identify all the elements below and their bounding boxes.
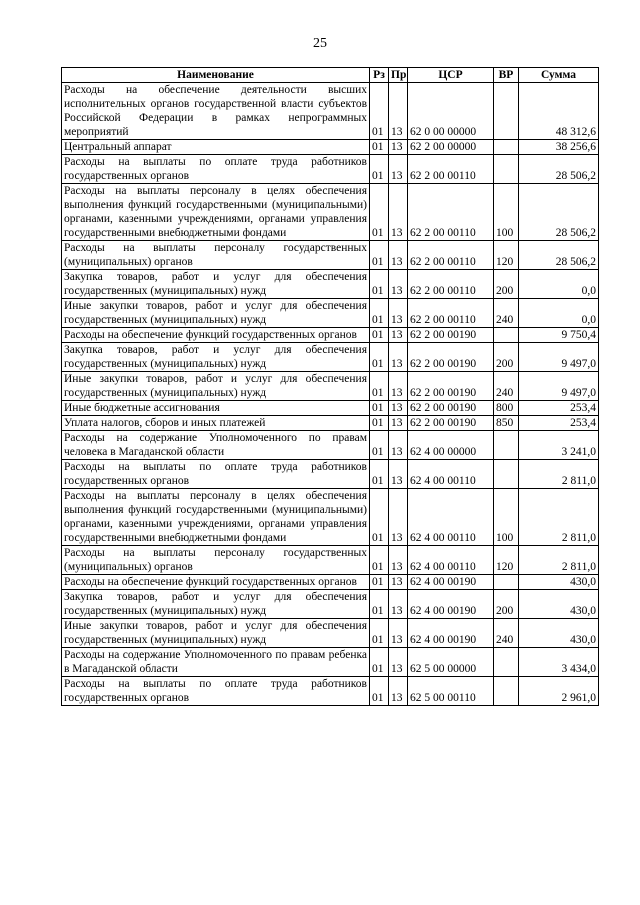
- cell-rz: 01: [370, 401, 389, 416]
- cell-rz: 01: [370, 431, 389, 460]
- cell-pr: 13: [389, 155, 408, 184]
- table-row: [62, 155, 599, 184]
- cell-rz: 01: [370, 546, 389, 575]
- cell-sum: 3 241,0: [519, 431, 599, 460]
- cell-vr: [494, 648, 519, 677]
- table-row: [62, 575, 599, 590]
- cell-pr: 13: [389, 328, 408, 343]
- table-row: [62, 343, 599, 372]
- cell-vr: [494, 460, 519, 489]
- cell-name: Расходы на выплаты персоналу государственных (муниципальных) органов: [62, 546, 370, 575]
- cell-vr: 240: [494, 372, 519, 401]
- cell-rz: 01: [370, 460, 389, 489]
- cell-name: Расходы на выплаты персоналу в целях обеспечения выполнения функций государственными (муниципальными) органами, казенными учреждениями, органами управления государственными внебюджетными фондами: [62, 184, 370, 241]
- cell-sum: 28 506,2: [519, 184, 599, 241]
- cell-name: Расходы на выплаты по оплате труда работников государственных органов: [62, 155, 370, 184]
- cell-csr: 62 4 00 00110: [408, 546, 494, 575]
- cell-pr: 13: [389, 184, 408, 241]
- cell-name: Расходы на обеспечение деятельности высших исполнительных органов государственной власти субъектов Российской Федерации в рамках непрограммных мероприятий: [62, 83, 370, 140]
- cell-name: Расходы на обеспечение функций государственных органов: [62, 328, 370, 343]
- cell-csr: 62 2 00 00000: [408, 140, 494, 155]
- cell-pr: 13: [389, 241, 408, 270]
- cell-csr: 62 0 00 00000: [408, 83, 494, 140]
- header-pr: Пр: [389, 68, 408, 83]
- cell-vr: 120: [494, 546, 519, 575]
- table-body: [62, 83, 599, 706]
- cell-vr: 120: [494, 241, 519, 270]
- cell-pr: 13: [389, 460, 408, 489]
- cell-csr: 62 4 00 00190: [408, 590, 494, 619]
- cell-sum: 48 312,6: [519, 83, 599, 140]
- cell-rz: 01: [370, 140, 389, 155]
- cell-rz: 01: [370, 619, 389, 648]
- cell-sum: 3 434,0: [519, 648, 599, 677]
- cell-vr: 200: [494, 590, 519, 619]
- cell-csr: 62 4 00 00110: [408, 460, 494, 489]
- cell-pr: 13: [389, 619, 408, 648]
- cell-sum: 2 811,0: [519, 489, 599, 546]
- cell-csr: 62 2 00 00110: [408, 299, 494, 328]
- cell-pr: 13: [389, 83, 408, 140]
- header-csr: ЦСР: [408, 68, 494, 83]
- cell-rz: 01: [370, 328, 389, 343]
- cell-name: Закупка товаров, работ и услуг для обеспечения государственных (муниципальных) нужд: [62, 270, 370, 299]
- table-header: [62, 68, 599, 83]
- header-sum: Сумма: [519, 68, 599, 83]
- cell-sum: 9 497,0: [519, 372, 599, 401]
- cell-sum: 2 961,0: [519, 677, 599, 706]
- cell-csr: 62 5 00 00110: [408, 677, 494, 706]
- cell-vr: 800: [494, 401, 519, 416]
- cell-rz: 01: [370, 677, 389, 706]
- cell-pr: 13: [389, 416, 408, 431]
- cell-name: Расходы на выплаты по оплате труда работников государственных органов: [62, 677, 370, 706]
- table-row: [62, 619, 599, 648]
- cell-rz: 01: [370, 155, 389, 184]
- cell-pr: 13: [389, 590, 408, 619]
- cell-vr: 850: [494, 416, 519, 431]
- cell-vr: 100: [494, 489, 519, 546]
- table-row: [62, 648, 599, 677]
- table-row: [62, 270, 599, 299]
- cell-sum: 430,0: [519, 575, 599, 590]
- cell-csr: 62 2 00 00190: [408, 343, 494, 372]
- cell-sum: 253,4: [519, 416, 599, 431]
- table-row: [62, 460, 599, 489]
- cell-sum: 2 811,0: [519, 546, 599, 575]
- cell-csr: 62 2 00 00190: [408, 372, 494, 401]
- cell-vr: [494, 140, 519, 155]
- cell-rz: 01: [370, 241, 389, 270]
- cell-csr: 62 2 00 00190: [408, 401, 494, 416]
- cell-name: Уплата налогов, сборов и иных платежей: [62, 416, 370, 431]
- cell-csr: 62 2 00 00110: [408, 155, 494, 184]
- cell-pr: 13: [389, 575, 408, 590]
- cell-sum: 430,0: [519, 619, 599, 648]
- cell-sum: 253,4: [519, 401, 599, 416]
- cell-sum: 9 497,0: [519, 343, 599, 372]
- table-row: [62, 489, 599, 546]
- cell-csr: 62 2 00 00190: [408, 416, 494, 431]
- cell-pr: 13: [389, 343, 408, 372]
- cell-rz: 01: [370, 648, 389, 677]
- cell-csr: 62 2 00 00110: [408, 184, 494, 241]
- cell-vr: 100: [494, 184, 519, 241]
- table-row: [62, 140, 599, 155]
- table-row: [62, 546, 599, 575]
- cell-csr: 62 2 00 00110: [408, 270, 494, 299]
- cell-name: Иные бюджетные ассигнования: [62, 401, 370, 416]
- header-vr: ВР: [494, 68, 519, 83]
- table-row: [62, 431, 599, 460]
- cell-rz: 01: [370, 372, 389, 401]
- cell-name: Закупка товаров, работ и услуг для обеспечения государственных (муниципальных) нужд: [62, 343, 370, 372]
- table-row: [62, 401, 599, 416]
- cell-rz: 01: [370, 590, 389, 619]
- table-row: [62, 372, 599, 401]
- cell-vr: [494, 575, 519, 590]
- table-row: [62, 83, 599, 140]
- cell-sum: 0,0: [519, 270, 599, 299]
- cell-pr: 13: [389, 677, 408, 706]
- cell-sum: 2 811,0: [519, 460, 599, 489]
- header-rz: Рз: [370, 68, 389, 83]
- cell-rz: 01: [370, 489, 389, 546]
- cell-sum: 0,0: [519, 299, 599, 328]
- cell-pr: 13: [389, 546, 408, 575]
- cell-name: Расходы на содержание Уполномоченного по правам человека в Магаданской области: [62, 431, 370, 460]
- cell-sum: 38 256,6: [519, 140, 599, 155]
- cell-name: Расходы на выплаты персоналу государственных (муниципальных) органов: [62, 241, 370, 270]
- cell-vr: [494, 677, 519, 706]
- cell-rz: 01: [370, 343, 389, 372]
- cell-vr: [494, 155, 519, 184]
- table-row: [62, 328, 599, 343]
- cell-rz: 01: [370, 270, 389, 299]
- cell-vr: 200: [494, 270, 519, 299]
- table-row: [62, 184, 599, 241]
- table-row: [62, 299, 599, 328]
- cell-csr: 62 4 00 00000: [408, 431, 494, 460]
- cell-csr: 62 4 00 00110: [408, 489, 494, 546]
- cell-rz: 01: [370, 416, 389, 431]
- cell-pr: 13: [389, 270, 408, 299]
- table-row: [62, 590, 599, 619]
- cell-vr: 240: [494, 619, 519, 648]
- cell-vr: 200: [494, 343, 519, 372]
- cell-vr: [494, 328, 519, 343]
- cell-sum: 9 750,4: [519, 328, 599, 343]
- cell-name: Расходы на выплаты по оплате труда работников государственных органов: [62, 460, 370, 489]
- cell-name: Иные закупки товаров, работ и услуг для обеспечения государственных (муниципальных) нужд: [62, 619, 370, 648]
- cell-name: Расходы на содержание Уполномоченного по правам ребенка в Магаданской области: [62, 648, 370, 677]
- header-row: [62, 68, 599, 83]
- cell-pr: 13: [389, 140, 408, 155]
- cell-sum: 28 506,2: [519, 155, 599, 184]
- cell-pr: 13: [389, 372, 408, 401]
- cell-pr: 13: [389, 431, 408, 460]
- cell-rz: 01: [370, 299, 389, 328]
- header-name: Наименование: [62, 68, 370, 83]
- cell-name: Иные закупки товаров, работ и услуг для обеспечения государственных (муниципальных) нужд: [62, 299, 370, 328]
- cell-sum: 430,0: [519, 590, 599, 619]
- cell-csr: 62 4 00 00190: [408, 575, 494, 590]
- budget-table: [61, 67, 599, 706]
- cell-sum: 28 506,2: [519, 241, 599, 270]
- cell-vr: [494, 431, 519, 460]
- cell-rz: 01: [370, 575, 389, 590]
- cell-rz: 01: [370, 184, 389, 241]
- cell-csr: 62 2 00 00110: [408, 241, 494, 270]
- cell-name: Иные закупки товаров, работ и услуг для обеспечения государственных (муниципальных) нужд: [62, 372, 370, 401]
- cell-name: Закупка товаров, работ и услуг для обеспечения государственных (муниципальных) нужд: [62, 590, 370, 619]
- cell-rz: 01: [370, 83, 389, 140]
- cell-pr: 13: [389, 648, 408, 677]
- table-row: [62, 241, 599, 270]
- table-row: [62, 416, 599, 431]
- cell-pr: 13: [389, 401, 408, 416]
- cell-vr: 240: [494, 299, 519, 328]
- cell-vr: [494, 83, 519, 140]
- cell-csr: 62 2 00 00190: [408, 328, 494, 343]
- cell-name: Расходы на выплаты персоналу в целях обеспечения выполнения функций государственными (муниципальными) органами, казенными учреждениями, органами управления государственными внебюджетными фондами: [62, 489, 370, 546]
- cell-pr: 13: [389, 299, 408, 328]
- cell-pr: 13: [389, 489, 408, 546]
- cell-name: Центральный аппарат: [62, 140, 370, 155]
- cell-csr: 62 4 00 00190: [408, 619, 494, 648]
- cell-csr: 62 5 00 00000: [408, 648, 494, 677]
- page-number: 25: [313, 36, 327, 51]
- table-row: [62, 677, 599, 706]
- cell-name: Расходы на обеспечение функций государственных органов: [62, 575, 370, 590]
